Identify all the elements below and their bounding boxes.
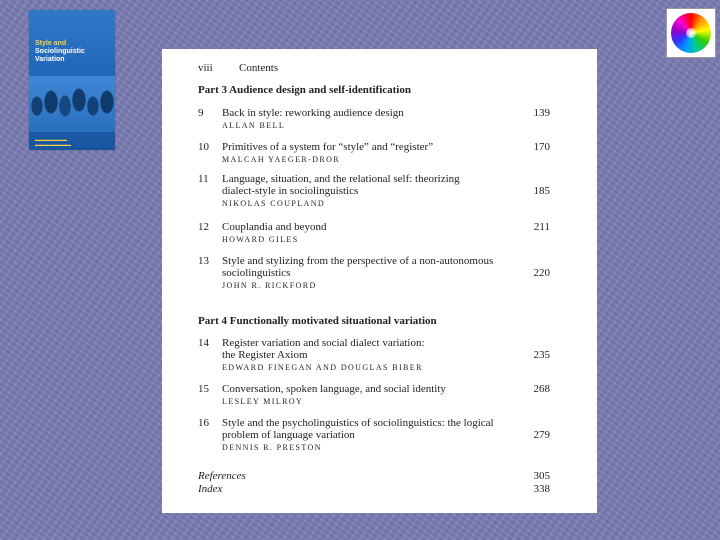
- chapter-author: MALCAH YAEGER-DROR: [222, 155, 341, 164]
- chapter-title: Style and the psycholinguistics of sociolinguistics: the logical: [222, 417, 494, 429]
- back-matter-label: References: [198, 470, 246, 482]
- cover-title-line: Style and: [35, 40, 67, 47]
- cover-editors-text: ▬▬▬▬▬▬▬▬ ▬▬▬▬▬▬▬▬▬: [35, 137, 71, 147]
- chapter-title-cont: problem of language variation: [222, 429, 355, 441]
- chapter-page: 139: [533, 107, 550, 119]
- chapter-page: 220: [533, 267, 550, 279]
- chapter-page: 185: [533, 185, 550, 197]
- chapter-author: NIKOLAS COUPLAND: [222, 199, 326, 208]
- chapter-number: 10: [198, 141, 209, 153]
- chapter-page: 268: [533, 383, 550, 395]
- chapter-title: Language, situation, and the relational self: theorizing: [222, 173, 460, 185]
- book-cover-title: [35, 40, 113, 64]
- chapter-title-cont: dialect-style in sociolinguistics: [222, 185, 359, 197]
- chapter-number: 11: [198, 173, 209, 185]
- chapter-title: Register variation and social dialect variation:: [222, 337, 425, 349]
- cover-title-line: Sociolinguistic: [35, 48, 85, 55]
- chapter-author: HOWARD GILES: [222, 235, 299, 244]
- chapter-author: LESLEY MILROY: [222, 397, 304, 406]
- contents-page: [162, 49, 597, 513]
- page-number: viii: [198, 62, 213, 74]
- chapter-number: 16: [198, 417, 209, 429]
- chapter-number: 14: [198, 337, 209, 349]
- color-wheel-hub: [686, 28, 696, 38]
- cover-crowd-photo: [29, 76, 115, 132]
- chapter-page: 235: [533, 349, 550, 361]
- cover-title-line: Variation: [35, 56, 65, 63]
- chapter-page: 211: [533, 221, 550, 233]
- back-matter-label: Index: [198, 483, 223, 495]
- chapter-number: 15: [198, 383, 209, 395]
- back-matter-page: 305: [533, 470, 550, 482]
- chapter-number: 12: [198, 221, 209, 233]
- color-wheel-icon: [666, 8, 716, 58]
- chapter-author: JOHN R. RICKFORD: [222, 281, 317, 290]
- chapter-title: Couplandia and beyond: [222, 221, 327, 233]
- book-cover-image: [29, 10, 115, 150]
- chapter-number: 9: [198, 107, 204, 119]
- chapter-title: Back in style: reworking audience design: [222, 107, 404, 119]
- chapter-number: 13: [198, 255, 209, 267]
- chapter-page: 279: [533, 429, 550, 441]
- part-heading: Part 4 Functionally motivated situational variation: [198, 315, 437, 327]
- chapter-author: ALLAN BELL: [222, 121, 286, 130]
- chapter-title-cont: the Register Axiom: [222, 349, 308, 361]
- chapter-author: DENNIS R. PRESTON: [222, 443, 322, 452]
- chapter-title-cont: sociolinguistics: [222, 267, 291, 279]
- chapter-title: Conversation, spoken language, and social identity: [222, 383, 446, 395]
- page-header: [198, 62, 278, 74]
- back-matter-page: 338: [533, 483, 550, 495]
- part-heading: Part 3 Audience design and self-identification: [198, 84, 411, 96]
- chapter-page: 170: [533, 141, 550, 153]
- chapter-title: Primitives of a system for “style” and “register”: [222, 141, 434, 153]
- page-heading: Contents: [239, 62, 279, 74]
- chapter-author: EDWARD FINEGAN AND DOUGLAS BIBER: [222, 363, 423, 372]
- back-matter-entry: [198, 483, 548, 495]
- back-matter-entry: [198, 470, 548, 482]
- chapter-title: Style and stylizing from the perspective of a non-autonomous: [222, 255, 494, 267]
